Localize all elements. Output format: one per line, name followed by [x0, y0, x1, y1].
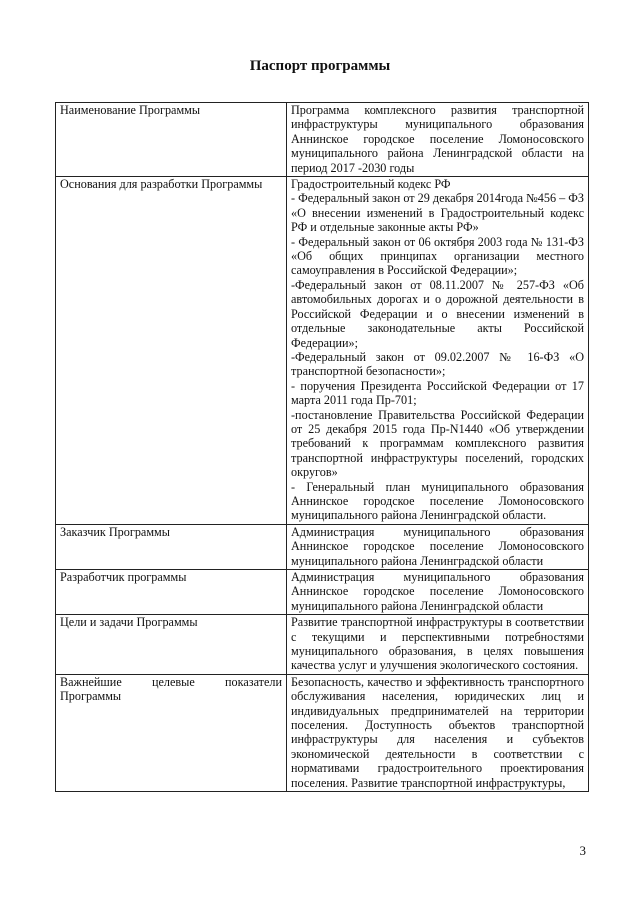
table-row-grounds — [56, 177, 589, 525]
row-paragraph: Программа комплексного развития транспортной инфраструктуры муниципального образования Аннинское городское поселение Ломоносовского муниципального района Ленинградской области на период 2017 -2030 годы — [291, 103, 584, 175]
table-row-indicators — [56, 674, 589, 791]
row-paragraph: Развитие транспортной инфраструктуры в соответствии с текущими и перспективными потребностями муниципального образования, в целях повышения качества услуг и улучшения экологического состояния. — [291, 615, 584, 673]
table-row-developer — [56, 570, 589, 615]
row-paragraph: Администрация муниципального образования Аннинское городское поселение Ломоносовского муниципального района Ленинградской области — [291, 570, 584, 613]
row-paragraph: Администрация муниципального образования Аннинское городское поселение Ломоносовского муниципального района Ленинградской области — [291, 524, 584, 568]
row-label: Основания для разработки Программы — [56, 177, 287, 525]
page-number: 3 — [579, 843, 586, 858]
row-value — [287, 570, 589, 615]
row-paragraph: -Федеральный закон от 08.11.2007 № 257-ФЗ «Об автомобильных дорогах и о дорожной деятельности в Российской Федерации и о внесении изменений в отдельные законодательные акты Российской Федерации»; — [291, 277, 584, 350]
row-paragraph: -Федеральный закон от 09.02.2007 № 16-ФЗ «О транспортной безопасности»; — [291, 349, 584, 379]
row-label: Важнейшие целевые показатели Программы — [56, 674, 287, 791]
row-paragraph: - Федеральный закон от 29 декабря 2014года №456 – ФЗ «О внесении изменений в Градостроительный кодекс РФ и отдельные законные акты РФ» — [291, 191, 584, 235]
passport-table — [55, 102, 589, 792]
row-label: Заказчик Программы — [56, 524, 287, 569]
row-label: Цели и задачи Программы — [56, 615, 287, 675]
row-paragraph: - поручения Президента Российской Федерации от 17 марта 2011 года Пр-701; — [291, 378, 584, 408]
row-label: Разработчик программы — [56, 570, 287, 615]
row-label: Наименование Программы — [56, 103, 287, 177]
page-title: Паспорт программы — [249, 58, 391, 74]
table-row-goals — [56, 615, 589, 675]
row-value — [287, 615, 589, 675]
row-value — [287, 177, 589, 525]
table-row-program-name — [56, 103, 589, 177]
row-value — [287, 103, 589, 177]
row-paragraph: Градостроительный кодекс РФ — [291, 177, 451, 192]
row-value — [287, 524, 589, 569]
table-row-customer — [56, 524, 589, 569]
row-paragraph: Безопасность, качество и эффективность транспортного обслуживания населения, юридических лиц и индивидуальных предпринимателей на территории поселения. Доступность объектов транспортной инфраструктуры для населения и субъектов экономической деятельности в соответствии с нормативами градостроительного проектирования поселения. Развитие транспортной инфраструктуры, — [291, 674, 584, 790]
row-paragraph: - Федеральный закон от 06 октября 2003 года № 131-ФЗ «Об общих принципах организации местного самоуправления в Российской Федерации»; — [291, 234, 584, 278]
row-paragraph: -постановление Правительства Российской Федерации от 25 декабря 2015 года Пр-N1440 «Об утверждении требований к программам комплексного развития транспортной инфраструктуры поселений, городских округов» — [291, 407, 584, 480]
row-value — [287, 674, 589, 791]
row-paragraph: - Генеральный план муниципального образования Аннинское городское поселение Ломоносовского муниципального района Ленинградской области. — [291, 479, 584, 523]
